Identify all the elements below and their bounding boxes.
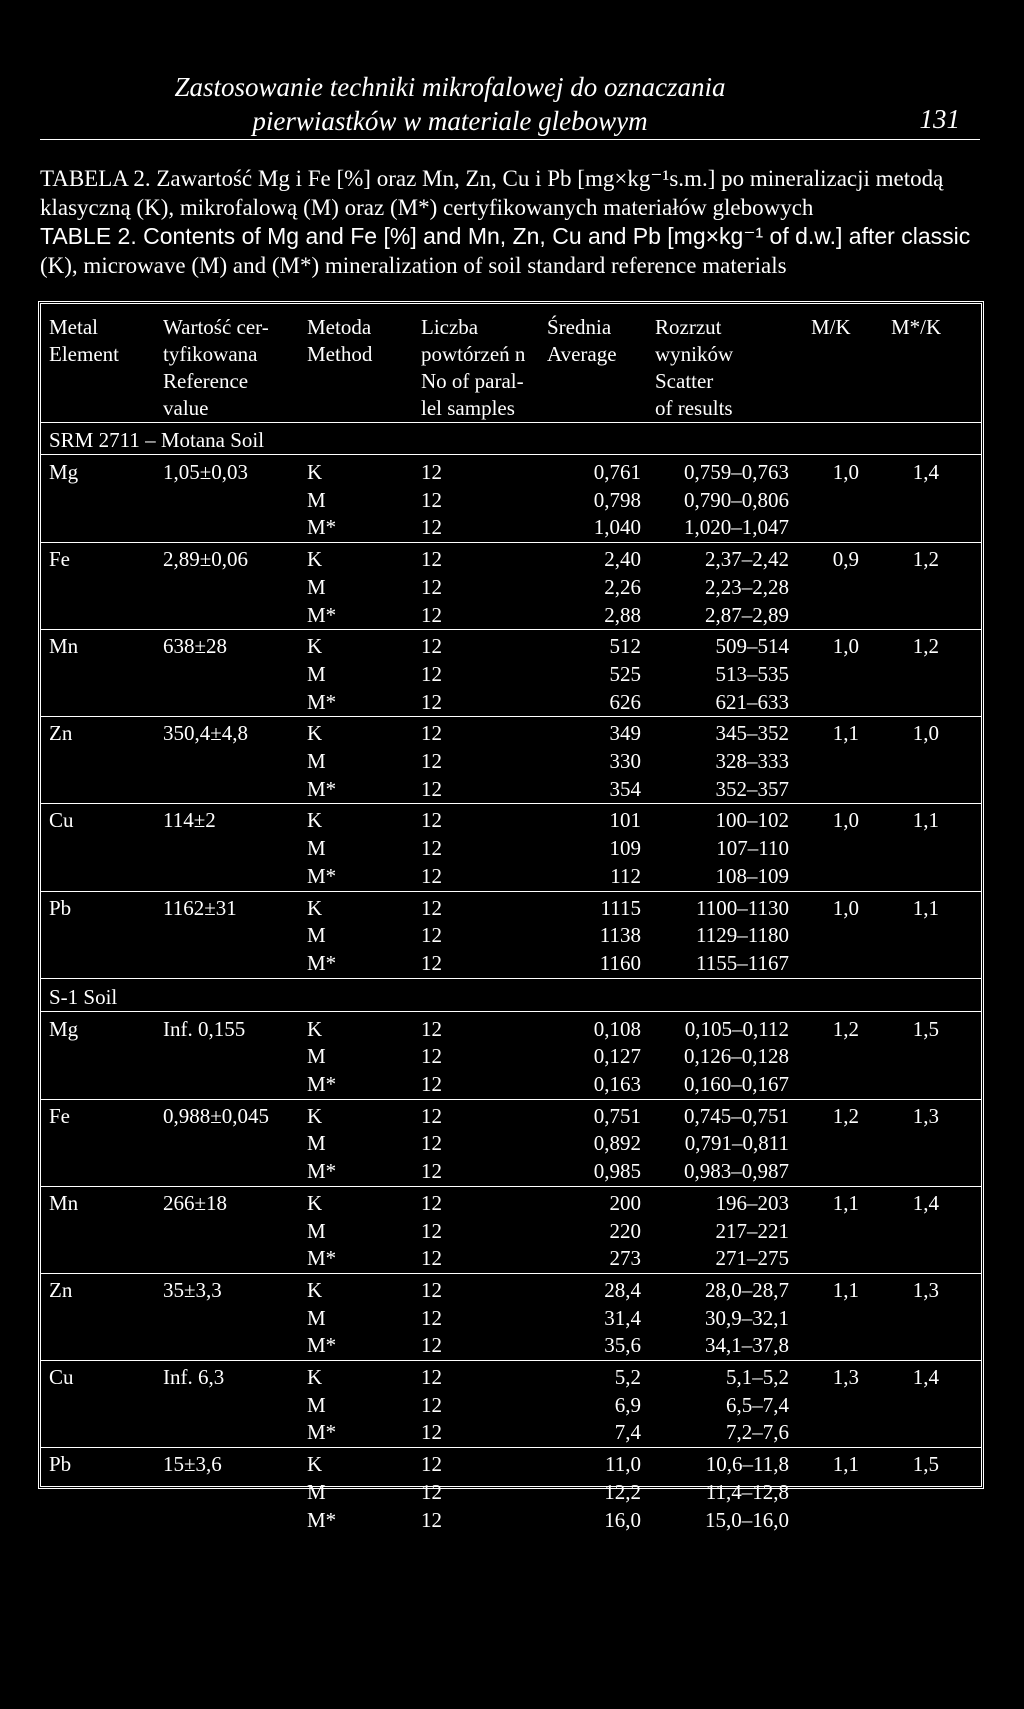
scatter-cell: 0,790–0,806	[684, 487, 789, 512]
method-cell: M	[307, 1392, 326, 1417]
group-divider	[41, 629, 981, 630]
samples-cell: 12	[421, 1507, 442, 1532]
method-cell: M*	[307, 1333, 337, 1358]
samples-cell: 12	[421, 808, 442, 833]
method-cell: K	[307, 1016, 323, 1041]
average-cell: 512	[609, 634, 641, 659]
average-cell: 35,6	[604, 1333, 641, 1358]
table-row	[41, 834, 981, 862]
header-metal-pl: Metal	[49, 315, 98, 339]
mk-ratio-cell: 1,0	[832, 460, 859, 484]
mk-ratio-cell: 1,2	[832, 1103, 859, 1128]
average-cell: 5,2	[614, 1365, 641, 1389]
section-label: S-1 Soil	[49, 984, 118, 1009]
metal-cell: Pb	[49, 1452, 72, 1477]
section-label: SRM 2711 – Motana Soil	[49, 428, 265, 452]
msk-ratio-cell: 1,1	[912, 808, 939, 833]
msk-ratio-cell: 1,3	[912, 1103, 939, 1128]
reference-cell: 15±3,6	[163, 1452, 222, 1477]
average-cell: 6,9	[614, 1392, 641, 1417]
average-cell: 112	[610, 863, 641, 888]
method-cell: K	[307, 895, 323, 920]
method-cell: M	[307, 1305, 326, 1330]
samples-cell: 12	[421, 776, 442, 801]
scatter-cell: 34,1–37,8	[705, 1333, 789, 1358]
average-cell: 31,4	[604, 1305, 641, 1330]
table-row	[41, 1015, 981, 1043]
msk-ratio-cell: 1,4	[912, 460, 939, 484]
average-cell: 2,88	[604, 602, 641, 627]
method-cell: K	[307, 721, 323, 746]
header-average	[547, 314, 617, 368]
method-cell: M*	[307, 863, 337, 888]
average-cell: 0,751	[593, 1103, 641, 1128]
scatter-cell: 0,791–0,811	[684, 1131, 789, 1156]
reference-cell: 350,4±4,8	[163, 721, 249, 746]
method-cell: K	[307, 634, 323, 659]
scatter-cell: 5,1–5,2	[726, 1365, 789, 1389]
header-metal-en: Element	[49, 342, 119, 366]
method-cell: M*	[307, 1159, 337, 1184]
group-divider	[41, 1447, 981, 1448]
header-meth-pl: Metoda	[307, 315, 372, 339]
average-cell: 16,0	[604, 1507, 641, 1532]
average-cell: 354	[609, 776, 641, 801]
method-cell: K	[307, 547, 323, 572]
metal-cell: Fe	[49, 1103, 70, 1128]
average-cell: 525	[609, 661, 641, 686]
mk-ratio-cell: 1,1	[832, 1277, 859, 1302]
method-cell: K	[307, 1103, 323, 1128]
method-cell: M	[307, 574, 326, 599]
table-row	[41, 1304, 981, 1332]
scatter-cell: 0,759–0,763	[684, 460, 789, 484]
mk-ratio-cell: 1,2	[832, 1016, 859, 1041]
header-n-l1: Liczba	[421, 315, 479, 339]
samples-cell: 12	[421, 1277, 442, 1302]
scatter-cell: 1155–1167	[696, 950, 789, 975]
samples-cell: 12	[421, 749, 442, 773]
header-avg-en: Average	[547, 342, 617, 366]
samples-cell: 12	[421, 1246, 442, 1271]
average-cell: 330	[609, 749, 641, 773]
header-n-l3: No of paral-	[421, 369, 524, 393]
samples-cell: 12	[421, 1072, 442, 1096]
average-cell: 220	[609, 1218, 641, 1243]
scatter-cell: 0,126–0,128	[684, 1044, 789, 1069]
metal-cell: Mn	[49, 1190, 79, 1215]
average-cell: 1160	[599, 950, 641, 975]
scatter-cell: 0,745–0,751	[684, 1103, 789, 1128]
samples-cell: 12	[421, 1131, 442, 1156]
average-cell: 12,2	[604, 1479, 641, 1504]
running-header	[40, 64, 980, 144]
scatter-cell: 15,0–16,0	[705, 1507, 789, 1532]
metal-cell: Mg	[49, 460, 79, 484]
group-divider	[41, 1186, 981, 1187]
table-row	[41, 1363, 981, 1391]
method-cell: M	[307, 661, 326, 686]
samples-cell: 12	[421, 1392, 442, 1417]
scatter-cell: 513–535	[715, 661, 789, 686]
table-row	[41, 573, 981, 601]
table-row	[41, 632, 981, 660]
scatter-cell: 509–514	[715, 634, 789, 659]
table-row	[41, 1478, 981, 1506]
reference-cell: 266±18	[163, 1190, 228, 1215]
samples-cell: 12	[421, 950, 442, 975]
table-row	[41, 1217, 981, 1245]
average-cell: 200	[609, 1190, 641, 1215]
method-cell: M*	[307, 515, 337, 540]
table-row	[41, 806, 981, 834]
mk-ratio-cell: 1,3	[832, 1365, 859, 1389]
samples-cell: 12	[421, 661, 442, 686]
reference-cell: 0,988±0,045	[163, 1103, 270, 1128]
method-cell: M*	[307, 602, 337, 627]
samples-cell: 12	[421, 1479, 442, 1504]
method-cell: K	[307, 460, 323, 484]
reference-cell: 1,05±0,03	[163, 460, 249, 484]
samples-cell: 12	[421, 1103, 442, 1128]
header-n-l4: lel samples	[421, 396, 515, 420]
samples-cell: 12	[421, 1218, 442, 1243]
samples-cell: 12	[421, 1452, 442, 1477]
section-divider	[41, 454, 981, 455]
table-row	[41, 1102, 981, 1130]
mk-ratio-cell: 1,0	[832, 895, 859, 920]
header-sc-l3: Scatter	[655, 369, 714, 393]
method-cell: M*	[307, 950, 337, 975]
table-row	[41, 1418, 981, 1446]
metal-cell: Cu	[49, 1365, 74, 1389]
samples-cell: 12	[421, 1016, 442, 1041]
table-row	[41, 1331, 981, 1359]
method-cell: M*	[307, 1246, 337, 1271]
scatter-cell: 217–221	[715, 1218, 789, 1243]
table-row	[41, 949, 981, 977]
method-cell: M*	[307, 776, 337, 801]
header-divider	[41, 422, 981, 423]
caption-polish: TABELA 2. Zawartość Mg i Fe [%] oraz Mn, Zn, Cu i Pb [mg×kg⁻¹s.m.] po mineralizacji metodą klasyczną (K), mikrofalową (M) oraz (M*) certyfikowanych materiałów glebowych	[40, 166, 944, 220]
method-cell: M*	[307, 1072, 337, 1096]
scatter-cell: 271–275	[715, 1246, 789, 1271]
table-row	[41, 1129, 981, 1157]
header-method	[307, 314, 372, 368]
table-row	[41, 1391, 981, 1419]
samples-cell: 12	[421, 923, 442, 948]
scatter-cell: 1,020–1,047	[684, 515, 789, 540]
table-row	[41, 688, 981, 716]
table-row	[41, 1157, 981, 1185]
table-row	[41, 719, 981, 747]
samples-cell: 12	[421, 574, 442, 599]
scatter-cell: 6,5–7,4	[726, 1392, 789, 1417]
scatter-cell: 345–352	[715, 721, 789, 746]
scatter-cell: 30,9–32,1	[705, 1305, 789, 1330]
samples-cell: 12	[421, 1420, 442, 1445]
header-ref-l2: tyfikowana	[163, 342, 258, 366]
scatter-cell: 1100–1130	[696, 895, 789, 920]
reference-cell: 1162±31	[163, 895, 237, 920]
scatter-cell: 107–110	[716, 836, 789, 861]
table-row	[41, 1042, 981, 1070]
average-cell: 0,892	[593, 1131, 641, 1156]
scatter-cell: 2,37–2,42	[705, 547, 789, 572]
average-cell: 7,4	[614, 1420, 641, 1445]
method-cell: M*	[307, 689, 337, 714]
table-row	[41, 1506, 981, 1534]
average-cell: 626	[609, 689, 641, 714]
average-cell: 101	[609, 808, 641, 833]
group-divider	[41, 1273, 981, 1274]
metal-cell: Zn	[49, 721, 73, 746]
samples-cell: 12	[421, 689, 442, 714]
header-mk: M/K	[811, 315, 851, 339]
method-cell: K	[307, 1277, 323, 1302]
header-samples	[421, 314, 525, 422]
scatter-cell: 0,160–0,167	[684, 1072, 789, 1096]
method-cell: K	[307, 1190, 323, 1215]
table-caption	[40, 164, 980, 280]
samples-cell: 12	[421, 1044, 442, 1069]
group-divider	[41, 891, 981, 892]
mk-ratio-cell: 1,0	[832, 634, 859, 659]
samples-cell: 12	[421, 487, 442, 512]
header-scatter	[655, 314, 733, 422]
group-divider	[41, 803, 981, 804]
average-cell: 0,127	[593, 1044, 641, 1069]
msk-ratio-cell: 1,2	[912, 634, 939, 659]
header-sc-l2: wyników	[655, 342, 734, 366]
samples-cell: 12	[421, 721, 442, 746]
method-cell: M*	[307, 1507, 337, 1532]
samples-cell: 12	[421, 1333, 442, 1358]
average-cell: 28,4	[604, 1277, 641, 1302]
method-cell: K	[307, 1452, 323, 1477]
samples-cell: 12	[421, 515, 442, 540]
method-cell: M	[307, 923, 326, 948]
scatter-cell: 196–203	[715, 1190, 789, 1215]
caption-english: TABLE 2. Contents of Mg and Fe [%] and Mn, Zn, Cu and Pb [mg×kg⁻¹ of d.w.] after classic	[40, 223, 971, 249]
table-row	[41, 1276, 981, 1304]
table-row	[41, 1244, 981, 1272]
msk-ratio-cell: 1,1	[912, 895, 939, 920]
reference-cell: 114±2	[163, 808, 216, 833]
msk-ratio-cell: 1,5	[912, 1016, 939, 1041]
samples-cell: 12	[421, 895, 442, 920]
header-msk: M*/K	[891, 315, 942, 339]
method-cell: K	[307, 1365, 323, 1389]
msk-ratio-cell: 1,5	[912, 1452, 939, 1477]
scatter-cell: 352–357	[715, 776, 789, 801]
samples-cell: 12	[421, 836, 442, 861]
scatter-cell: 328–333	[715, 749, 789, 773]
header-rule	[40, 139, 980, 140]
msk-ratio-cell: 1,4	[912, 1365, 939, 1389]
average-cell: 1,040	[593, 515, 641, 540]
msk-ratio-cell: 1,2	[912, 547, 939, 572]
metal-cell: Fe	[49, 547, 70, 572]
samples-cell: 12	[421, 1305, 442, 1330]
method-cell: M	[307, 749, 326, 773]
header-ref-l3: Reference	[163, 369, 249, 393]
msk-ratio-cell: 1,0	[912, 721, 939, 746]
table-row	[41, 1450, 981, 1478]
header-sc-l4: of results	[655, 396, 733, 420]
table-row	[41, 1189, 981, 1217]
mk-ratio-cell: 1,0	[832, 808, 859, 833]
header-ref-l1: Wartość cer-	[163, 315, 269, 339]
metal-cell: Pb	[49, 895, 72, 920]
table-row	[41, 601, 981, 629]
table-row	[41, 660, 981, 688]
average-cell: 1138	[599, 923, 641, 948]
group-divider	[41, 1099, 981, 1100]
scatter-cell: 0,983–0,987	[684, 1159, 789, 1184]
table-row	[41, 513, 981, 541]
table-row	[41, 458, 981, 486]
header-meth-en: Method	[307, 342, 373, 366]
samples-cell: 12	[421, 1190, 442, 1215]
scatter-cell: 100–102	[715, 808, 789, 833]
scatter-cell: 10,6–11,8	[705, 1452, 789, 1477]
method-cell: M*	[307, 1420, 337, 1445]
average-cell: 349	[609, 721, 641, 746]
group-divider	[41, 542, 981, 543]
samples-cell: 12	[421, 1159, 442, 1184]
method-cell: M	[307, 836, 326, 861]
data-table	[38, 301, 984, 1532]
scatter-cell: 28,0–28,7	[705, 1277, 789, 1302]
method-cell: M	[307, 1131, 326, 1156]
samples-cell: 12	[421, 460, 442, 484]
header-metal	[49, 314, 119, 368]
method-cell: M	[307, 487, 326, 512]
average-cell: 2,40	[604, 547, 641, 572]
average-cell: 0,108	[593, 1016, 641, 1041]
average-cell: 11,0	[605, 1452, 641, 1477]
reference-cell: 638±28	[163, 634, 228, 659]
reference-cell: 2,89±0,06	[163, 547, 249, 572]
samples-cell: 12	[421, 1365, 442, 1389]
scatter-cell: 108–109	[715, 863, 789, 888]
table-row	[41, 862, 981, 890]
metal-cell: Mn	[49, 634, 79, 659]
table-row	[41, 747, 981, 775]
scatter-cell: 0,105–0,112	[684, 1016, 789, 1041]
average-cell: 273	[609, 1246, 641, 1271]
scatter-cell: 1129–1180	[696, 923, 789, 948]
average-cell: 1115	[600, 895, 641, 920]
mk-ratio-cell: 1,1	[832, 1452, 859, 1477]
table-row	[41, 545, 981, 573]
table-row	[41, 921, 981, 949]
msk-ratio-cell: 1,3	[912, 1277, 939, 1302]
samples-cell: 12	[421, 634, 442, 659]
average-cell: 0,985	[593, 1159, 641, 1184]
average-cell: 0,761	[593, 460, 641, 484]
group-divider	[41, 1360, 981, 1361]
table-row	[41, 1070, 981, 1098]
table-row	[41, 486, 981, 514]
samples-cell: 12	[421, 863, 442, 888]
method-cell: K	[307, 808, 323, 833]
scatter-cell: 621–633	[715, 689, 789, 714]
group-divider	[41, 978, 981, 979]
msk-ratio-cell: 1,4	[912, 1190, 939, 1215]
section-divider	[41, 1011, 981, 1012]
scatter-cell: 11,4–12,8	[705, 1479, 789, 1504]
method-cell: M	[307, 1218, 326, 1243]
average-cell: 109	[609, 836, 641, 861]
mk-ratio-cell: 0,9	[832, 547, 859, 572]
reference-cell: Inf. 6,3	[163, 1365, 225, 1389]
mk-ratio-cell: 1,1	[832, 1190, 859, 1215]
reference-cell: 35±3,3	[163, 1277, 222, 1302]
table-row	[41, 894, 981, 922]
average-cell: 2,26	[604, 574, 641, 599]
samples-cell: 12	[421, 602, 442, 627]
mk-ratio-cell: 1,1	[832, 721, 859, 746]
caption-english-cont: (K), microwave (M) and (M*) mineralization of soil standard reference materials	[40, 253, 787, 278]
header-sc-l1: Rozrzut	[655, 315, 722, 339]
metal-cell: Mg	[49, 1016, 79, 1041]
table-row	[41, 775, 981, 803]
reference-cell: Inf. 0,155	[163, 1016, 246, 1041]
header-title-line1: Zastosowanie techniki mikrofalowej do oznaczania	[174, 72, 726, 102]
header-title-line2: pierwiastków w materiale glebowym	[252, 106, 648, 136]
page-number: 131	[919, 104, 960, 134]
samples-cell: 12	[421, 547, 442, 572]
average-cell: 0,798	[593, 487, 641, 512]
metal-cell: Zn	[49, 1277, 73, 1302]
method-cell: M	[307, 1044, 326, 1069]
header-ref-l4: value	[163, 396, 209, 420]
scatter-cell: 2,87–2,89	[705, 602, 789, 627]
header-reference	[163, 314, 269, 422]
metal-cell: Cu	[49, 808, 74, 833]
header-n-l2: powtórzeń n	[421, 342, 526, 366]
group-divider	[41, 716, 981, 717]
scatter-cell: 7,2–7,6	[726, 1420, 789, 1445]
method-cell: M	[307, 1479, 326, 1504]
average-cell: 0,163	[593, 1072, 641, 1096]
scatter-cell: 2,23–2,28	[705, 574, 789, 599]
header-avg-pl: Średnia	[547, 315, 612, 339]
